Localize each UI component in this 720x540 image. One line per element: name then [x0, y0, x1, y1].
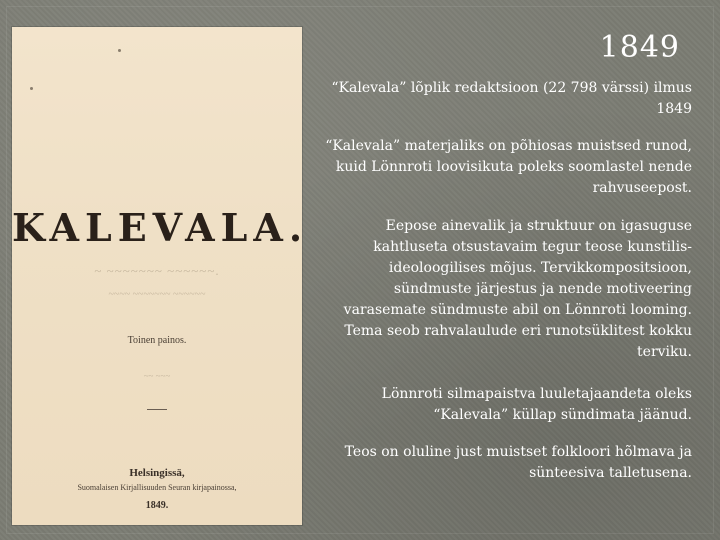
cover-subtitle: Toinen painos. [127, 335, 187, 346]
cover-title: KALEVALA. [12, 205, 309, 250]
text-line: “Kalevala” lõplik redaktsioon (22 798 värssi) ilmus [331, 80, 692, 96]
cover-city: Helsingissä, [129, 467, 185, 479]
cover-year: 1849. [145, 500, 169, 511]
cover-rule [147, 409, 167, 410]
paragraph-redaction [331, 78, 692, 120]
text-line: Eepose ainevalik ja struktuur on igasuguse [385, 218, 692, 234]
kalevala-cover-image [12, 27, 309, 525]
text-line: varasemate sündmuste abil on Lönnroti looming. [343, 302, 692, 318]
text-line: Tema seob rahvalaulude eri runotsüklitest kokku [344, 323, 692, 339]
text-line: “Kalevala” materjaliks on põhiosas muistsed runod, [325, 138, 692, 154]
text-line: 1849 [656, 101, 692, 117]
text-line: sünteesiva talletusena. [529, 465, 692, 481]
paper-spot [118, 49, 121, 52]
text-line: Teos on oluline just muistset folkloori hõlmava ja [344, 444, 692, 460]
cover-faded-line: ~ ~~~~~~~ ~~~~~~. [94, 263, 220, 278]
paragraph-structure [344, 216, 692, 363]
paragraph-talent [382, 384, 692, 426]
cover-faded-line: ~~~~ ~~~~~~~ ~~~~~~ [108, 289, 206, 300]
text-line: rahvuseepost. [592, 180, 692, 196]
text-line: sündmuste järjestus ja nende motiveering [393, 281, 692, 297]
text-line: kahtluseta otsustavaim tegur teose kunstilis- [373, 239, 692, 255]
paper-spot [30, 87, 33, 90]
slide-title: 1849 [599, 30, 680, 65]
paragraph-significance [345, 442, 692, 484]
cover-publisher: Suomalaisen Kirjallisuuden Seuran kirjapainossa, [77, 483, 237, 492]
paragraph-material [325, 136, 692, 199]
text-line: terviku. [637, 344, 692, 360]
cover-faded-line: ~~ ~~~ [143, 371, 171, 381]
text-line: ideoloogilises mõjus. Tervikkompositsioon, [388, 260, 692, 276]
text-line: “Kalevala” küllap sündimata jäänud. [433, 407, 692, 423]
text-line: Lönnroti silmapaistva luuletajaandeta oleks [381, 386, 692, 402]
text-line: kuid Lönnroti loovisikuta poleks soomlastel nende [335, 159, 692, 175]
